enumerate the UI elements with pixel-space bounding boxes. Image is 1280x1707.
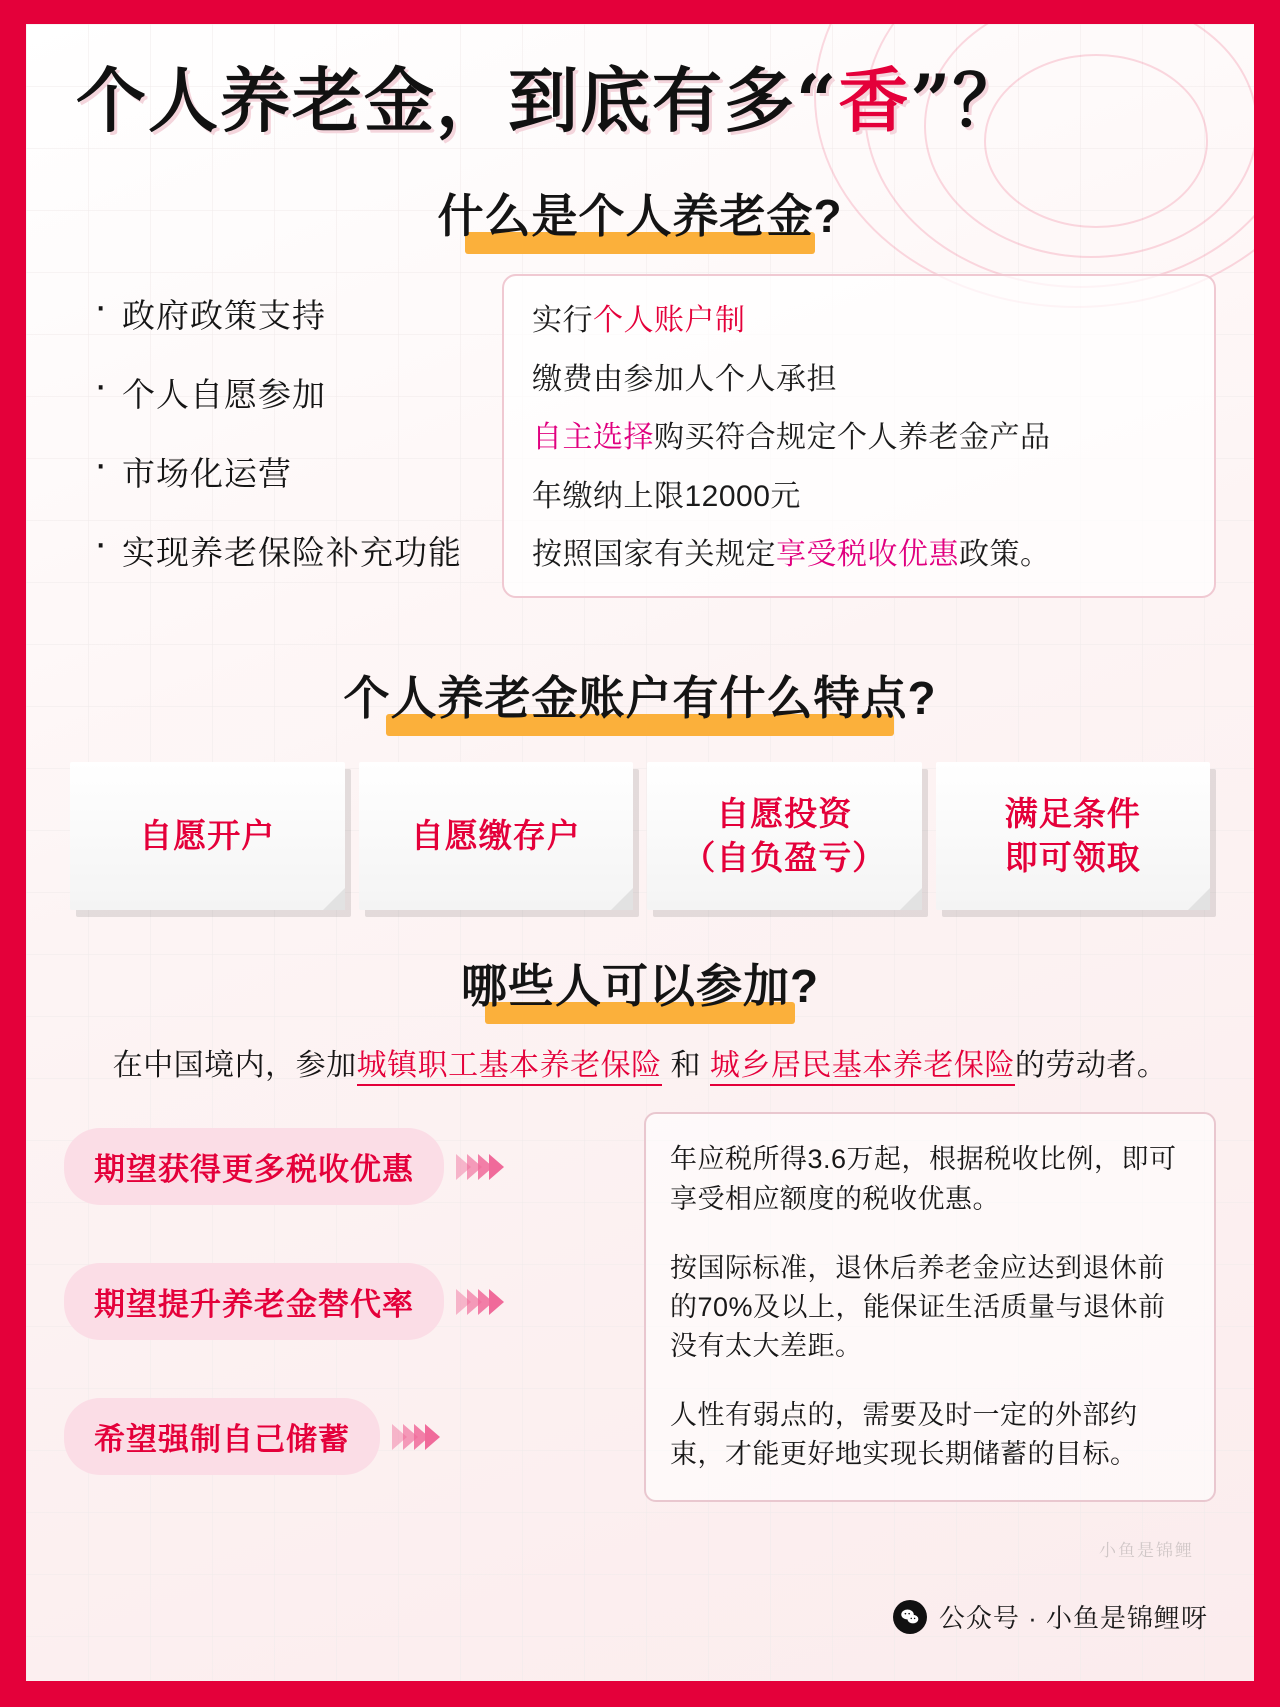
frame-left-border bbox=[0, 0, 26, 1707]
definition-text: 购买符合规定个人养老金产品 bbox=[654, 421, 1051, 455]
feature-card bbox=[359, 762, 634, 910]
feature-card bbox=[70, 762, 345, 910]
title-part1: 个人养老金，到底有多 bbox=[76, 62, 796, 140]
reasons-section bbox=[64, 1112, 1216, 1502]
section-heading-label: 个人养老金账户有什么特点? bbox=[337, 662, 942, 728]
reason-pill: 期望提升养老金替代率 bbox=[64, 1263, 444, 1340]
account-feature-cards bbox=[64, 762, 1216, 910]
reason-explanation-box bbox=[644, 1112, 1216, 1502]
explanation-paragraph: 年应税所得3.6万起，根据税收比例，即可享受相应额度的税收优惠。 bbox=[670, 1144, 1177, 1214]
chevron-right-icon bbox=[460, 1289, 504, 1315]
definition-box bbox=[502, 274, 1216, 598]
definition-highlight: 自主选择 bbox=[532, 421, 654, 455]
feature-card-label: 满足条件 即可领取 bbox=[1004, 794, 1141, 877]
chevron-right-icon bbox=[460, 1154, 504, 1180]
list-item: · 市场化运营 bbox=[94, 448, 484, 495]
feature-bullet-list bbox=[64, 290, 484, 606]
chevron-right-icon bbox=[396, 1424, 440, 1450]
eligibility-text: 的劳动者。 bbox=[1014, 1049, 1168, 1083]
reason-row bbox=[64, 1128, 624, 1205]
definition-text: 实行 bbox=[532, 304, 593, 338]
section-heading-account-features bbox=[64, 662, 1216, 728]
definition-line bbox=[532, 361, 1186, 399]
eligibility-link-employee: 城镇职工基本养老保险 bbox=[357, 1049, 662, 1086]
definition-text: 政策。 bbox=[959, 537, 1051, 571]
reason-row bbox=[64, 1263, 624, 1340]
section-heading-who-can-join bbox=[64, 950, 1216, 1016]
definition-text: 缴费由参加人个人承担 bbox=[532, 362, 837, 396]
title-quote-open: “ bbox=[796, 59, 839, 142]
frame-top-border bbox=[0, 0, 1280, 24]
list-item: · 实现养老保险补充功能 bbox=[94, 527, 484, 574]
definition-line bbox=[532, 302, 1186, 340]
feature-card-label: 自愿缴存户 bbox=[410, 817, 581, 855]
title-highlight: 香 bbox=[838, 62, 911, 140]
definition-line bbox=[532, 419, 1186, 457]
footer-account-name: 公众号 · 小鱼是锦鲤呀 bbox=[938, 1603, 1208, 1633]
eligibility-text: 在中国境内，参加 bbox=[112, 1049, 357, 1083]
explanation-paragraph: 按国际标准，退休后养老金应达到退休前的70%及以上，能保证生活质量与退休前没有太大差距。 bbox=[670, 1252, 1166, 1361]
reason-pill: 希望强制自己储蓄 bbox=[64, 1398, 380, 1475]
poster-content bbox=[26, 59, 1254, 1502]
title-quote-close: ” bbox=[910, 59, 953, 142]
eligibility-text: 和 bbox=[661, 1049, 710, 1083]
definition-text: 按照国家有关规定 bbox=[532, 537, 776, 571]
watermark-text: 小鱼是锦鲤 bbox=[1099, 1541, 1194, 1560]
page-title bbox=[76, 59, 1216, 142]
eligibility-statement bbox=[64, 1040, 1216, 1084]
feature-card bbox=[647, 762, 922, 910]
reason-row bbox=[64, 1398, 624, 1475]
frame-right-border bbox=[1254, 0, 1280, 1707]
eligibility-link-resident: 城乡居民基本养老保险 bbox=[710, 1049, 1015, 1086]
section-heading-label: 哪些人可以参加? bbox=[455, 950, 825, 1016]
explanation-paragraph: 人性有弱点的，需要及时一定的外部约束，才能更好地实现长期储蓄的目标。 bbox=[670, 1400, 1138, 1470]
poster-canvas bbox=[26, 24, 1254, 1681]
wechat-icon bbox=[893, 1600, 927, 1634]
reason-pill: 期望获得更多税收优惠 bbox=[64, 1128, 444, 1205]
reason-pill-column bbox=[64, 1112, 624, 1475]
what-is-section bbox=[64, 274, 1216, 622]
feature-card-label: 自愿开户 bbox=[139, 817, 276, 855]
frame-bottom-border bbox=[0, 1681, 1280, 1707]
section-heading-label: 什么是个人养老金? bbox=[431, 180, 848, 246]
list-item: · 个人自愿参加 bbox=[94, 369, 484, 416]
definition-highlight: 享受税收优惠 bbox=[776, 537, 959, 571]
definition-text: 年缴纳上限12000元 bbox=[532, 479, 801, 513]
definition-line bbox=[532, 478, 1186, 516]
feature-card-label: 自愿投资 （自负盈亏） bbox=[682, 794, 887, 877]
feature-card bbox=[936, 762, 1211, 910]
definition-line bbox=[532, 536, 1186, 574]
definition-highlight: 个人账户制 bbox=[593, 304, 746, 338]
section-heading-what-is bbox=[64, 180, 1216, 246]
footer-credit bbox=[893, 1598, 1208, 1635]
title-question-mark: ？ bbox=[952, 62, 1025, 140]
list-item: · 政府政策支持 bbox=[94, 290, 484, 337]
